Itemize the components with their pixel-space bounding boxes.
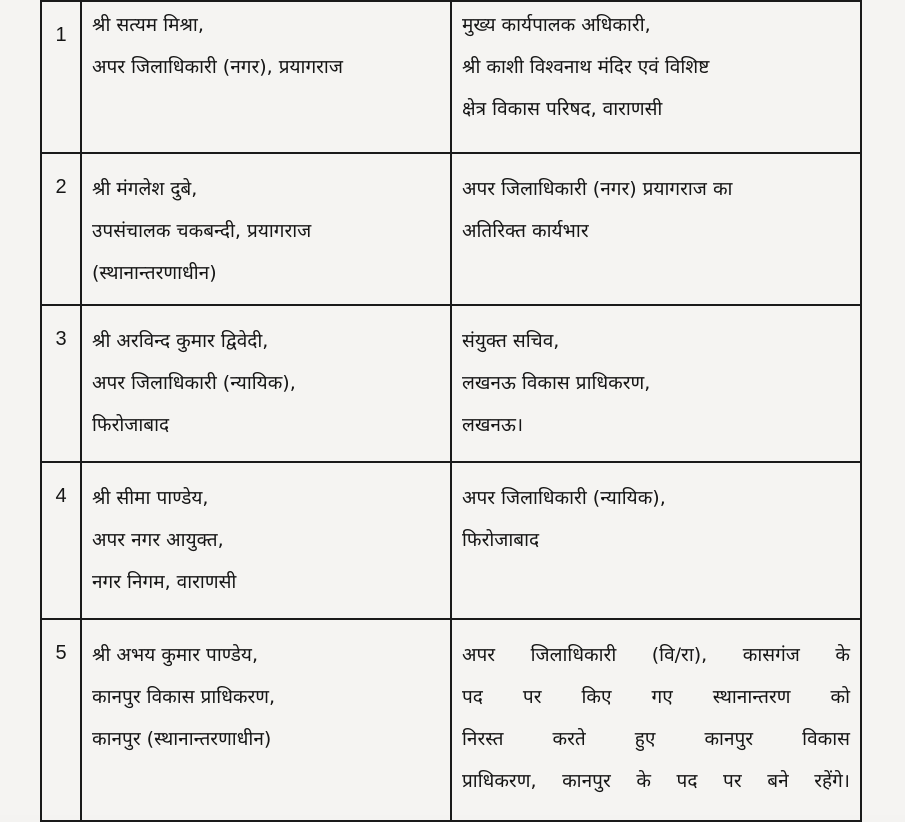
serial-cell	[41, 619, 81, 821]
new-post-line: श्री काशी विश्वनाथ मंदिर एवं विशिष्ट	[462, 56, 710, 78]
new-post-line: अपर जिलाधिकारी (न्यायिक),	[462, 487, 666, 509]
new-post-line: फिरोजाबाद	[462, 529, 540, 551]
officer-name: श्री अभय कुमार पाण्डेय,	[92, 644, 258, 666]
table-row	[41, 305, 861, 462]
serial-cell	[41, 462, 81, 619]
officer-current-post: अपर जिलाधिकारी (न्यायिक),	[92, 372, 296, 394]
new-post-cell	[451, 462, 861, 619]
new-post-line: निरस्त करते हुए कानपुर विकास	[462, 728, 850, 750]
officer-name: श्री अरविन्द कुमार द्विवेदी,	[92, 330, 269, 352]
officer-current-post: उपसंचालक चकबन्दी, प्रयागराज	[92, 220, 312, 242]
new-post-line: अतिरिक्त कार्यभार	[462, 220, 589, 242]
serial-number: 3	[55, 328, 67, 350]
serial-number: 4	[55, 485, 67, 507]
new-post-line: मुख्य कार्यपालक अधिकारी,	[462, 14, 651, 36]
new-post-cell	[451, 1, 861, 153]
officer-cell	[81, 305, 451, 462]
new-post-cell	[451, 305, 861, 462]
table-row	[41, 462, 861, 619]
table-row	[41, 619, 861, 821]
table-row	[41, 1, 861, 153]
new-post-cell	[451, 153, 861, 305]
table-row	[41, 153, 861, 305]
officer-current-post: कानपुर विकास प्राधिकरण,	[92, 686, 276, 708]
new-post-line: लखनऊ।	[462, 414, 524, 436]
transfer-table	[40, 0, 862, 822]
serial-cell	[41, 305, 81, 462]
new-post-line: क्षेत्र विकास परिषद, वाराणसी	[462, 98, 663, 120]
serial-number: 2	[55, 176, 67, 198]
officer-location: फिरोजाबाद	[92, 414, 170, 436]
officer-name: श्री सीमा पाण्डेय,	[92, 487, 209, 509]
new-post-line: अपर जिलाधिकारी (नगर) प्रयागराज का	[462, 178, 733, 200]
serial-number: 1	[55, 24, 67, 46]
serial-cell	[41, 1, 81, 153]
officer-cell	[81, 619, 451, 821]
officer-name: श्री मंगलेश दुबे,	[92, 178, 198, 200]
new-post-line: अपर जिलाधिकारी (वि/रा), कासगंज के	[462, 644, 850, 666]
officer-current-post: अपर जिलाधिकारी (नगर), प्रयागराज	[92, 56, 343, 78]
new-post-line: संयुक्त सचिव,	[462, 330, 560, 352]
serial-cell	[41, 153, 81, 305]
officer-name: श्री सत्यम मिश्रा,	[92, 14, 204, 36]
officer-location: कानपुर (स्थानान्तरणाधीन)	[92, 728, 272, 750]
officer-location: नगर निगम, वाराणसी	[92, 571, 237, 593]
officer-cell	[81, 153, 451, 305]
officer-status: (स्थानान्तरणाधीन)	[92, 262, 217, 284]
new-post-line: पद पर किए गए स्थानान्तरण को	[462, 686, 850, 708]
new-post-line: लखनऊ विकास प्राधिकरण,	[462, 372, 651, 394]
new-post-line: प्राधिकरण, कानपुर के पद पर बने रहेंगे।	[462, 770, 850, 792]
officer-cell	[81, 462, 451, 619]
officer-cell	[81, 1, 451, 153]
officer-current-post: अपर नगर आयुक्त,	[92, 529, 224, 551]
new-post-cell	[451, 619, 861, 821]
serial-number: 5	[55, 642, 67, 664]
